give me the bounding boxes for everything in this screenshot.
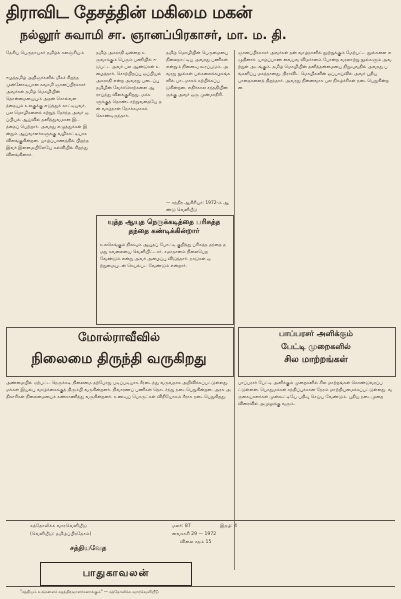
news-box-arms-body: [100, 242, 228, 320]
main-headline: திராவிட தேசத்தின் மகிமை மகன்: [6, 3, 252, 23]
footer-publisher: (வெளியீடு: தமிழ்ப்பிரதேசம்): [30, 532, 92, 537]
news-box-moldavia-headline-2: நிலைமை திருந்தி வருகிறது: [31, 351, 207, 367]
column-3-tail: [166, 200, 232, 214]
column-4: [238, 50, 394, 320]
column-3-tail-text: — சந்திர ஆசிரியர்: 1972-ம் ஆண்டு வெளியீடு: [166, 201, 229, 213]
column-4-text: ஞானப்பிரகாசர் அவர்கள் தன் வாழ்நாளில் நூற்றுக்கும் மேற்பட்ட நூல்களை எழுதினார். யாழ்ப்பாண வைபவ விமர்சனம் போன்ற வரலாற்று நூல்களும் அவற்றுள் அடங்கும். தமிழ் மொழியின் தனித்தன்மையை நிறுவுவதில் அவரது பங்களிப்பு மகத்தானது. திராவிட மொழிகளின் ஒப்பாய்வில் அவர் புதிய பாதைகளைத் திறந்தார். அவரது நினைவாக பல நிகழ்ச்சிகள் நடைபெறுகின்றன.: [238, 51, 392, 91]
column-1-text: ஈழத்தமிழ் அறிஞர்களில் மிகச் சிறந்த முன்னோடியான சுவாமி ஞானப்பிரகாசர் அவர்கள் தமிழ் மொழியின் தொன்மையையும் அதன் சொல்வளத்தையும் உலகுக்கு எடுத்துக் காட்டியவர். பல மொழிகளைக் கற்றுத் தேர்ந்த அவர் ஒப்பியல் ஆய்வில் தனித்துவமான இடத்தைப் பெற்றார். அவரது எழுத்துக்கள் இன்றும் ஆய்வாளர்களுக்கு வழிகாட்டியாக விளங்குகின்றன. யாழ்ப்பாணத்தில் பிறந்த இவர் இளமையிலேயே கல்வியில் சிறந்து விளங்கினார்.: [6, 76, 89, 158]
column-2-text: தமிழ் அகராதி ஒன்றை உருவாக்கும் பெரும் பணியில் ஈடுபட்ட அவர் பல ஆண்டுகள் உழைத்தார். சொற்பிறப்பு ஒப்பியல் அகராதி என்ற அவரது படைப்பு தமிழின் வேர்ச்சொற்களை ஆராய்ந்து விளக்குகிறது. மக்களுக்குத் தொண்டாற்றுவதையே தன் வாழ்நாள் நோக்கமாகக் கொண்டிருந்தார்.: [96, 51, 162, 119]
footer-price: விலை சதம் 15: [180, 540, 212, 545]
news-box-arms-text: உலகெங்கும் நிலவும் ஆயுதப் போட்டி குறித்து பரிசுத்த தந்தை தமது கவலையை வெளியிட்டார். சமாதானம் நிலைபெற வேண்டும் என்று அவர் அழைப்பு விடுத்தார். நாடுகள் ஒற்றுமையுடன் செயல்பட வேண்டும் என்றார்.: [100, 243, 226, 269]
footer-date: வைகாசி 29 — 1972: [172, 532, 217, 537]
column-2: [96, 50, 162, 210]
footer-issue: இதழ்: 4: [220, 524, 238, 529]
news-box-moldavia-headline-1: மோல்ராவீவில்: [78, 330, 160, 344]
news-box-moldavia-body: [6, 380, 232, 518]
column-3-text: தமிழ் மொழியின் பெருமையை நிலைநாட்டிய அவரது பணிகள் என்றும் நினைவு கூரப்படும். அவரது நூல்கள் பல்கலைக்கழகங்களில் பாடமாகக் கற்பிக்கப்படுகின்றன. எதிர்கால சந்ததியினருக்கு அவர் ஒரு முன்மாதிரி.: [166, 51, 231, 98]
news-box-moldavia-text: அண்மையில் ஏற்பட்ட நெருக்கடி நிலைமை தற்போது படிப்படியாக சீரடைந்து வருவதாக அறிவிக்கப்பட்டுள்ளது. மக்கள் இயல்பு வாழ்க்கைக்குத் திரும்பி வருகின்றனர். நிவாரணப் பணிகள் தொடர்ந்து நடைபெறுகின்றன. அரசு அதிகாரிகள் நிலைமையைக் கண்காணித்து வருகின்றனர். உணவுப் பொருட்கள் விநியோகம் சீராக நடைபெறுகிறது.: [6, 381, 231, 400]
news-box-pope-body: [238, 380, 394, 580]
news-box-pope-headline-1: பாப்பரசர் அளிக்கும்: [279, 329, 353, 338]
footer-volume: மலர்: 87: [172, 524, 191, 529]
footer-slogan: "சத்தியம் உங்களைச் சுதந்திரவாளர்களாக்கும்" — கத்தோலிக்க வாரவெளியீடு: [20, 589, 159, 594]
column-3: [166, 50, 232, 200]
news-box-pope-text: பாப்பரசர் பேட்டி அளிக்கும் முறைகளில் சில மாற்றங்கள் கொண்டுவரப்பட்டுள்ளன. பொதுமக்கள் சந்திப்புக்கான நேரம் மாற்றியமைக்கப்பட்டுள்ளது. வருகையாளர்கள் முன்கூட்டியே பதிவு செய்ய வேண்டும். புதிய நடைமுறை விரைவில் அமுலுக்கு வரும்.: [238, 381, 393, 407]
footer-rule: [6, 520, 395, 521]
sub-headline: நல்லூர் சுவாமி சா. ஞானப்பிரகாசர், மா. ம. தி.: [20, 27, 287, 42]
footer-name-line: சத்தியவேத: [70, 545, 107, 552]
byline: [6, 50, 90, 74]
footer-bottom-rule: [6, 586, 395, 587]
news-box-pope-headline-3: சில மாற்றங்கள்: [284, 355, 348, 365]
footer-weekly: கத்தோலிக்க வாரவெளியீடு: [30, 524, 87, 529]
column-1: [6, 75, 90, 323]
news-box-arms-headline: யுத்த ஆயுத நெருக்கடித்தை பரிசுத்த தந்தை கண்டிக்கின்றார்: [107, 218, 221, 235]
news-box-pope-headline-2: பேட்டி முறைகளில்: [281, 342, 351, 351]
masthead: பாதுகாவலன்: [40, 562, 192, 586]
column-divider: [234, 50, 235, 570]
byline-text: தேசிய பெருநாயகர் தமிழ்க் களஞ்சியம்: [6, 51, 84, 56]
